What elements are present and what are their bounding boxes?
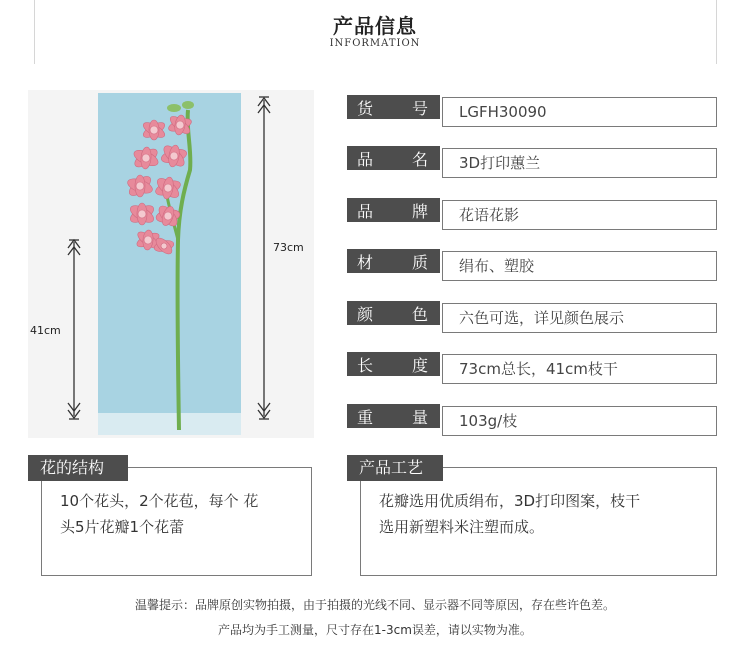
spec-label: 货 号 [347, 95, 440, 119]
spec-value: 六色可选，详见颜色展示 [442, 303, 717, 333]
spec-value: 73cm总长，41cm枝干 [442, 354, 717, 384]
spec-row-material [347, 249, 717, 281]
spec-label: 材 质 [347, 249, 440, 273]
craft-box [360, 467, 717, 576]
spec-row-weight [347, 404, 717, 436]
note-line-1: 温馨提示：品牌原创实物拍摄，由于拍摄的光线不同、显示器不同等原因，存在些许色差。 [134, 598, 615, 612]
note-line-2: 产品均为手工测量，尺寸存在1-3cm误差，请以实物为准。 [218, 623, 532, 637]
spec-label: 颜 色 [347, 301, 440, 325]
spec-label: 品 牌 [347, 198, 440, 222]
bud-1 [167, 104, 181, 112]
structure-line-1: 10个花头，2个花苞，每个 花 [60, 492, 259, 510]
total-length-label: 73cm [273, 241, 304, 254]
bud-2 [182, 101, 194, 109]
spec-row-length [347, 352, 717, 384]
orchid-illustration [28, 90, 314, 438]
stem-dimension-line [68, 240, 80, 419]
total-dimension-line [258, 97, 270, 419]
product-photo [28, 90, 314, 438]
spec-value: 103g/枝 [442, 406, 717, 436]
craft-title: 产品工艺 [347, 455, 443, 481]
craft-line-1: 花瓣选用优质绢布，3D打印图案，枝干 [379, 492, 641, 510]
spec-label: 长 度 [347, 352, 440, 376]
spec-row-name [347, 146, 717, 178]
section-title: 产品信息 [333, 14, 417, 38]
flower-cluster [126, 113, 193, 256]
spec-row-brand [347, 198, 717, 230]
spec-value: 花语花影 [442, 200, 717, 230]
spec-label: 品 名 [347, 146, 440, 170]
spec-row-item-no [347, 95, 717, 127]
section-subtitle: INFORMATION [329, 38, 421, 49]
spec-value: 3D打印蕙兰 [442, 148, 717, 178]
craft-line-2: 选用新塑料米注塑而成。 [379, 518, 545, 536]
structure-line-2: 头5片花瓣1个花蕾 [60, 518, 185, 536]
spec-value: 绢布、塑胶 [442, 251, 717, 281]
structure-title: 花的结构 [28, 455, 128, 481]
structure-box [41, 467, 312, 576]
spec-value: LGFH30090 [442, 97, 717, 127]
spec-row-color [347, 301, 717, 333]
spec-label: 重 量 [347, 404, 440, 428]
stem-length-label: 41cm [30, 324, 61, 337]
